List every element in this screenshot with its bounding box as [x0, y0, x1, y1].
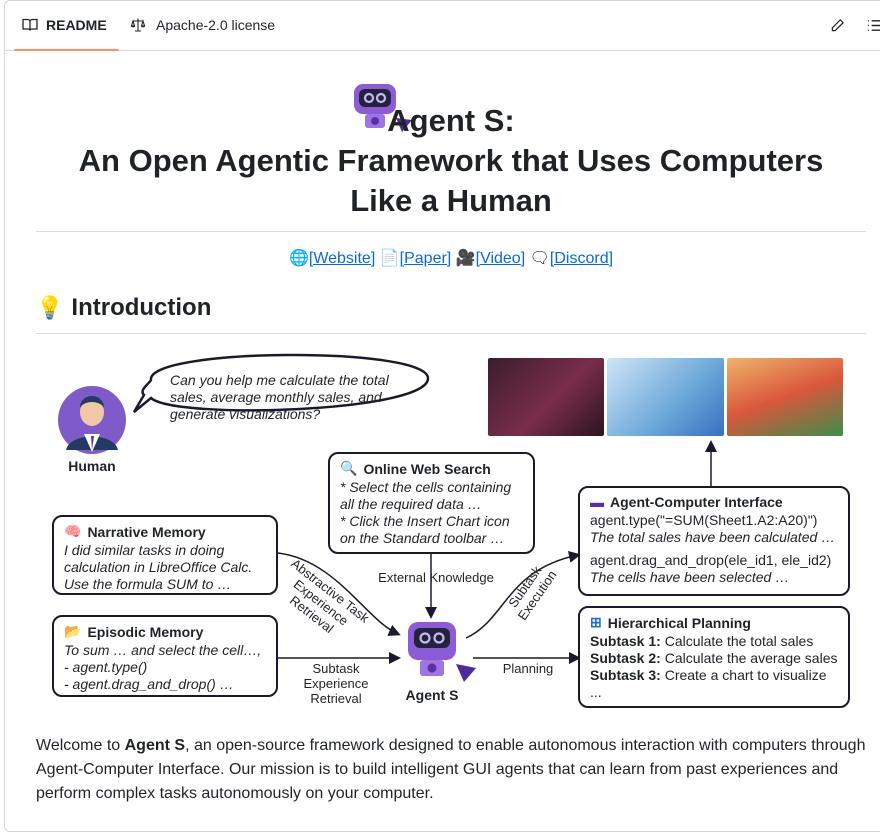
episodic-memory-box [52, 615, 278, 697]
web-search-body: * Select the cells containing all the required data … * Click the Insert Chart icon on the Standard toolbar … [340, 479, 523, 547]
title-line-3: Like a Human [36, 181, 866, 221]
book-icon [22, 17, 38, 33]
agent-s-diagram [36, 340, 866, 715]
windows-screenshot [607, 358, 724, 436]
planning-subtask-1 [590, 633, 838, 650]
active-tab-underline [14, 49, 119, 51]
lightbulb-icon: 💡 [36, 295, 63, 321]
intro-p1: Welcome to [36, 737, 125, 754]
folder-icon: 📂 [64, 623, 81, 640]
ubuntu-screenshot [488, 358, 604, 436]
globe-icon: 🌐 [289, 250, 309, 267]
edge-planning: Planning [496, 661, 560, 676]
human-label: Human [62, 458, 122, 474]
brain-icon: 🧠 [64, 523, 81, 540]
outline-button[interactable] [862, 14, 880, 36]
subtask-1-key: Subtask 1: [590, 633, 661, 649]
title-line-1: Agent S: [36, 101, 866, 141]
aci-box [578, 486, 850, 596]
edge-external-knowledge: External Knowledge [376, 570, 496, 585]
episodic-memory-body: To sum … and select the cell…, - agent.type() - agent.drag_and_drop() … [64, 642, 266, 693]
edge-subtask-experience: Subtask Experience Retrieval [280, 661, 392, 706]
list-icon [866, 18, 880, 33]
computer-icon: ▬ [590, 494, 604, 510]
title-line-2: An Open Agentic Framework that Uses Computers [36, 141, 866, 181]
planning-subtask-2 [590, 650, 838, 667]
intro-p3: , an open-source framework designed to enable autonomous interaction with computers through Agent-Computer Interface. Our mission is to build intelligent GUI agents that can learn from past experiences and perform complex tasks autonomously on your computer. [36, 737, 865, 802]
planning-box [578, 606, 850, 708]
heading-divider [36, 333, 866, 334]
edge-abstractive: Abstractive Task Experience Retrieval [268, 554, 375, 651]
planning-ellipsis: ... [590, 684, 838, 701]
speech-bubble-icon: 🗨 [530, 250, 550, 267]
tab-readme[interactable] [22, 0, 107, 50]
aci-line-3: agent.drag_and_drop(ele_id1, ele_id2) [590, 552, 838, 569]
scale-icon [130, 17, 146, 33]
intro-paragraph [36, 734, 876, 806]
introduction-heading-text: Introduction [71, 294, 211, 322]
subtask-3-key: Subtask 3: [590, 667, 661, 683]
planning-title: Hierarchical Planning [608, 615, 751, 631]
video-camera-icon: 🎥 [456, 250, 476, 267]
edge-subtask-execution: Subtask Execution [499, 554, 564, 629]
narrative-memory-title: Narrative Memory [87, 524, 205, 540]
intro-agent-name: Agent S [125, 737, 185, 754]
paper-link[interactable]: [Paper] [400, 250, 452, 267]
macos-screenshot [727, 358, 843, 436]
tab-readme-label: README [46, 17, 107, 33]
project-links [36, 248, 866, 268]
speech-bubble-text: Can you help me calculate the total sales, average monthly sales, and generate visualizations? [170, 372, 406, 423]
aci-line-4: The cells have been selected … [590, 569, 838, 586]
search-icon: 🔍 [340, 460, 357, 477]
title-divider [36, 231, 866, 232]
subtask-2-text: Calculate the average sales [661, 650, 838, 666]
subtask-3-text: Create a chart to visualize [661, 667, 827, 683]
subtask-2-key: Subtask 2: [590, 650, 661, 666]
episodic-memory-title: Episodic Memory [87, 624, 203, 640]
edit-button[interactable] [826, 14, 848, 36]
aci-line-2: The total sales have been calculated … [590, 529, 838, 546]
narrative-memory-body: I did similar tasks in doing calculation in LibreOffice Calc. Use the formula SUM to … [64, 542, 266, 593]
document-icon: 📄 [380, 250, 400, 267]
website-link[interactable]: [Website] [309, 250, 375, 267]
discord-link[interactable]: [Discord] [550, 250, 613, 267]
planning-subtask-3 [590, 667, 838, 684]
pencil-icon [830, 18, 845, 33]
tab-license[interactable] [130, 0, 275, 50]
introduction-heading [36, 294, 211, 322]
agent-s-label: Agent S [392, 688, 472, 703]
aci-line-1: agent.type("=SUM(Sheet1.A2:A20)") [590, 512, 838, 529]
aci-title: Agent-Computer Interface [610, 494, 783, 510]
narrative-memory-box [52, 515, 278, 595]
web-search-title: Online Web Search [363, 461, 490, 477]
web-search-box [328, 452, 535, 554]
subtask-1-text: Calculate the total sales [661, 633, 814, 649]
tab-license-label: Apache-2.0 license [156, 17, 275, 33]
hierarchy-icon: ⊞ [590, 614, 602, 631]
video-link[interactable]: [Video] [476, 250, 526, 267]
